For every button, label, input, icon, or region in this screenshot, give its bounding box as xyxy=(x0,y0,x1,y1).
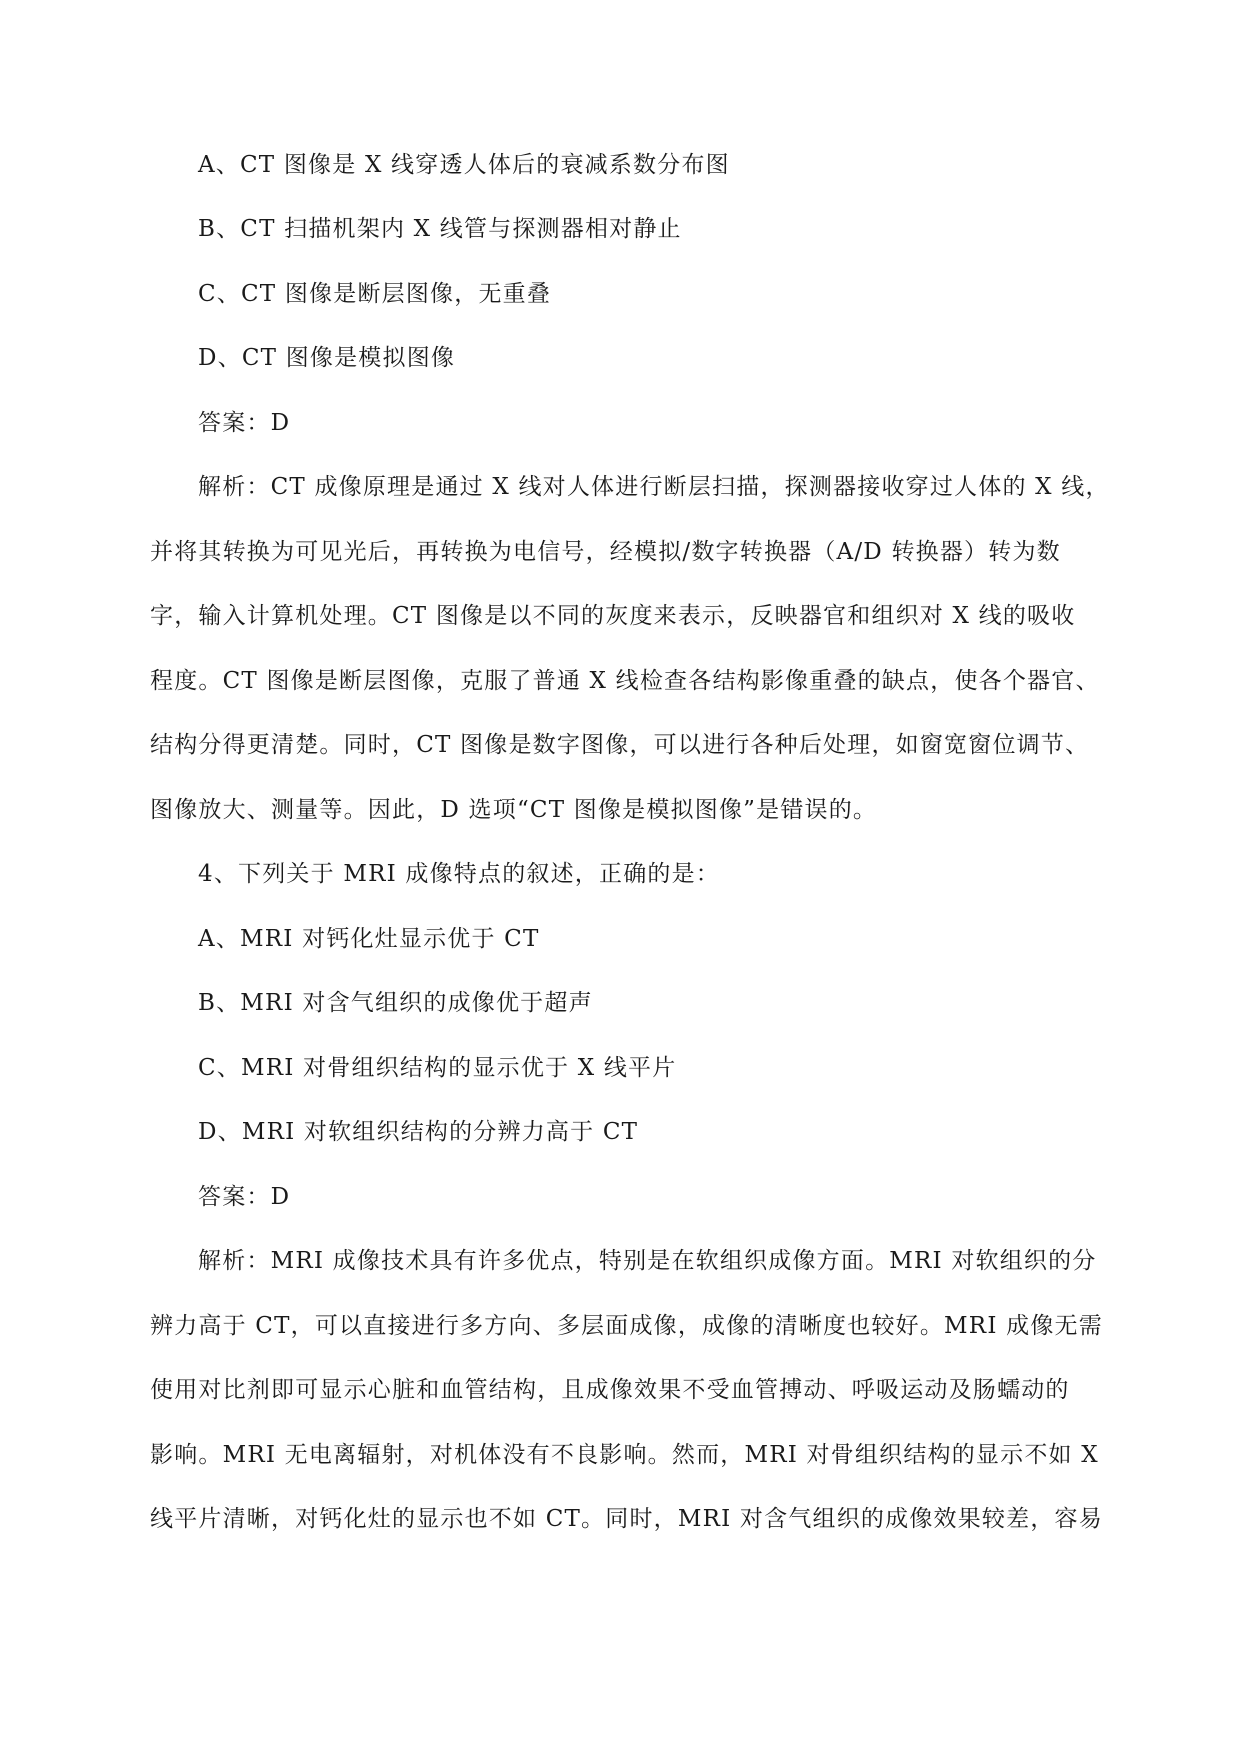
q3-analysis-line: 解析：CT 成像原理是通过 X 线对人体进行断层扫描，探测器接收穿过人体的 X 线， xyxy=(198,474,1110,500)
q3-option-d: D、CT 图像是模拟图像 xyxy=(198,345,456,371)
q4-analysis-line: 辨力高于 CT，可以直接进行多方向、多层面成像，成像的清晰度也较好。MRI 成像无需 xyxy=(150,1313,1103,1339)
q3-answer: 答案：D xyxy=(198,410,291,436)
q4-analysis-line: 使用对比剂即可显示心脏和血管结构，且成像效果不受血管搏动、呼吸运动及肠蠕动的 xyxy=(150,1377,1070,1403)
q4-analysis-line: 线平片清晰，对钙化灶的显示也不如 CT。同时，MRI 对含气组织的成像效果较差，容易 xyxy=(150,1506,1103,1532)
q3-option-a: A、CT 图像是 X 线穿透人体后的衰减系数分布图 xyxy=(198,152,730,178)
q4-option-a: A、MRI 对钙化灶显示优于 CT xyxy=(198,926,540,952)
q3-analysis-line: 结构分得更清楚。同时，CT 图像是数字图像，可以进行各种后处理，如窗宽窗位调节、 xyxy=(150,732,1090,758)
q4-analysis-line: 解析：MRI 成像技术具有许多优点，特别是在软组织成像方面。MRI 对软组织的分 xyxy=(198,1248,1097,1274)
q4-option-b: B、MRI 对含气组织的成像优于超声 xyxy=(198,990,593,1016)
q4-stem: 4、下列关于 MRI 成像特点的叙述，正确的是： xyxy=(198,861,721,887)
q4-option-d: D、MRI 对软组织结构的分辨力高于 CT xyxy=(198,1119,639,1145)
q3-option-c: C、CT 图像是断层图像，无重叠 xyxy=(198,281,552,307)
q3-option-b: B、CT 扫描机架内 X 线管与探测器相对静止 xyxy=(198,216,682,242)
q4-answer: 答案：D xyxy=(198,1184,291,1210)
q3-analysis-line: 并将其转换为可见光后，再转换为电信号，经模拟/数字转换器（A/D 转换器）转为数 xyxy=(150,539,1061,565)
q4-option-c: C、MRI 对骨组织结构的显示优于 X 线平片 xyxy=(198,1055,677,1081)
q3-analysis-line: 图像放大、测量等。因此，D 选项“CT 图像是模拟图像”是错误的。 xyxy=(150,797,878,823)
q3-analysis-line: 字，输入计算机处理。CT 图像是以不同的灰度来表示，反映器官和组织对 X 线的吸收 xyxy=(150,603,1076,629)
q4-analysis-line: 影响。MRI 无电离辐射，对机体没有不良影响。然而，MRI 对骨组织结构的显示不如 X xyxy=(150,1442,1099,1468)
q3-analysis-line: 程度。CT 图像是断层图像，克服了普通 X 线检查各结构影像重叠的缺点，使各个器官、 xyxy=(150,668,1100,694)
